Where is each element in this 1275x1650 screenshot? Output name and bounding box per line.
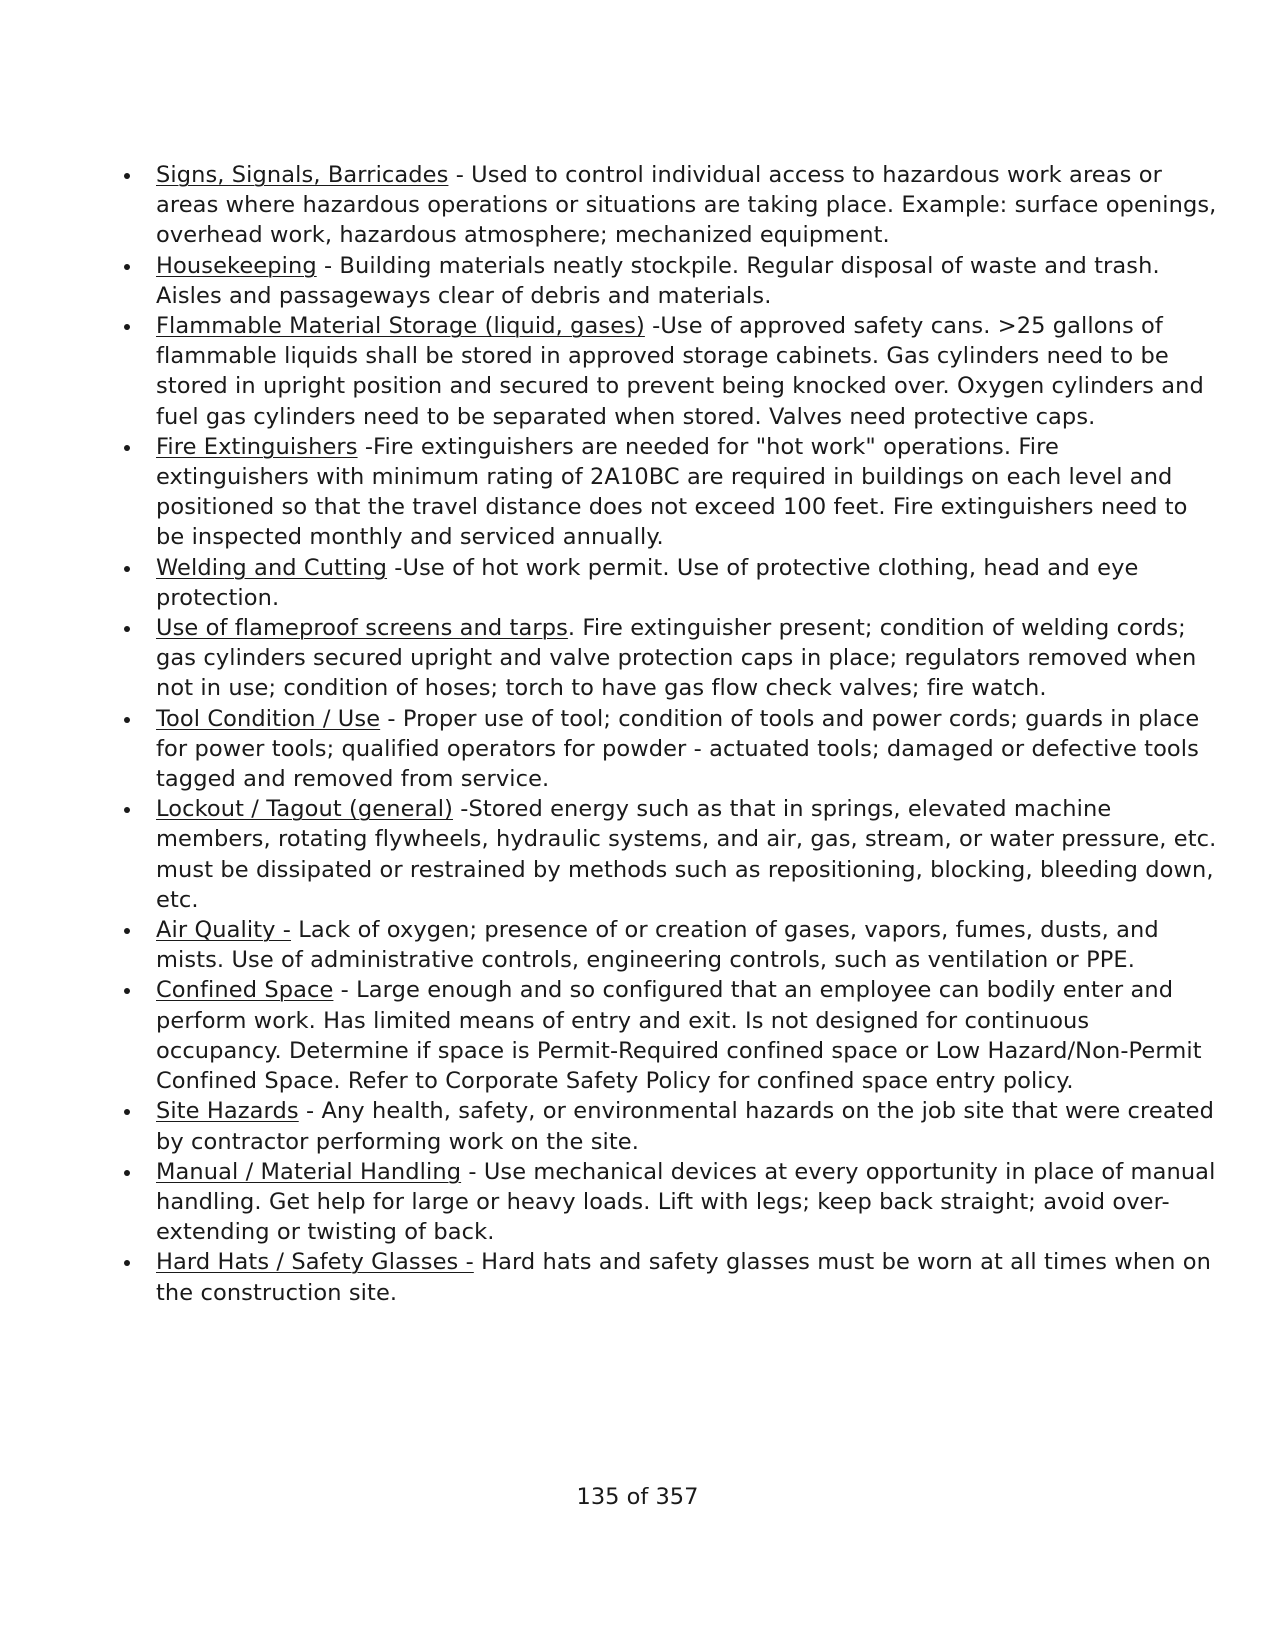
item-term: Tool Condition / Use (156, 705, 381, 732)
item-text: - Proper use of tool; condition of tools and power cords; guards in place for power tools; qualified operators for powder - actuated tools; damaged or defective tools tagged and removed from service. (156, 705, 1200, 793)
list-item (156, 311, 1218, 432)
list-item (156, 704, 1218, 795)
list-item (156, 1096, 1218, 1156)
item-term: Hard Hats / Safety Glasses - (156, 1249, 474, 1276)
list-item (156, 432, 1218, 553)
item-term: Housekeeping (156, 252, 317, 279)
list-item (156, 975, 1218, 1096)
item-term: Welding and Cutting (156, 554, 388, 581)
page-number: 135 of 357 (576, 1484, 699, 1510)
item-text: -Fire extinguishers are needed for "hot work" operations. Fire extinguishers with minimum rating of 2A10BC are required in buildings on each level and positioned so that the travel distance does not exceed 100 feet. Fire extinguishers need to be inspected monthly and serviced annually. (156, 433, 1188, 551)
item-term: Fire Extinguishers (156, 433, 358, 460)
item-text: - Use mechanical devices at every opportunity in place of manual handling. Get help for large or heavy loads. Lift with legs; keep back straight; avoid over-extending or twisting of back. (156, 1158, 1216, 1246)
item-text: - Building materials neatly stockpile. Regular disposal of waste and trash. Aisles and passageways clear of debris and materials. (156, 252, 1160, 309)
item-text: . Fire extinguisher present; condition of welding cords; gas cylinders secured upright and valve protection caps in place; regulators removed when not in use; condition of hoses; torch to have gas flow check valves; fire watch. (156, 615, 1197, 702)
item-text: - Large enough and so configured that an employee can bodily enter and perform work. Has limited means of entry and exit. Is not designed for continuous occupancy. Determine if space is Permit-Required confined space or Low Hazard/Non-Permit Confined Space. Refer to Corporate Safety Policy for confined space entry policy. (156, 977, 1202, 1095)
item-text: -Stored energy such as that in springs, elevated machine members, rotating flywheels, hydraulic systems, and air, gas, stream, or water pressure, etc. must be dissipated or restrained by methods such as repositioning, blocking, bleeding down, etc. (156, 796, 1217, 913)
item-term: Site Hazards (156, 1098, 299, 1125)
item-text: - Used to control individual access to hazardous work areas or areas where hazardous operations or situations are taking place. Example: surface openings, overhead work, hazardous atmosphere; mechanized equipment. (156, 162, 1217, 249)
list-item (156, 915, 1218, 975)
item-term: Confined Space (156, 977, 334, 1004)
list-item (156, 794, 1218, 915)
item-term: Signs, Signals, Barricades (156, 162, 449, 188)
list-item (156, 613, 1218, 704)
list-item (156, 1157, 1218, 1248)
item-term: Flammable Material Storage (liquid, gases) (156, 313, 645, 340)
list-item (156, 553, 1218, 613)
item-term: Air Quality - (156, 917, 292, 944)
list-item (156, 251, 1218, 311)
list-item (156, 160, 1218, 251)
safety-items-list (118, 160, 1218, 1308)
item-term: Lockout / Tagout (general) (156, 796, 454, 823)
list-item (156, 1247, 1218, 1307)
item-text: -Use of approved safety cans. >25 gallons of flammable liquids shall be stored in approved storage cabinets. Gas cylinders need to be stored in upright position and secured to prevent being knocked over. Oxygen cylinders and fuel gas cylinders need to be separated when stored. Valves need protective caps. (156, 313, 1204, 430)
item-text: Lack of oxygen; presence of or creation of gases, vapors, fumes, dusts, and mists. Use of administrative controls, engineering controls, such as ventilation or PPE. (156, 917, 1159, 974)
item-text: Hard hats and safety glasses must be worn at all times when on the construction site. (156, 1249, 1211, 1306)
item-text: - Any health, safety, or environmental hazards on the job site that were created by contractor performing work on the site. (156, 1098, 1214, 1155)
item-term: Manual / Material Handling (156, 1158, 462, 1185)
item-term: Use of flameproof screens and tarps (156, 615, 568, 642)
item-text: -Use of hot work permit. Use of protective clothing, head and eye protection. (156, 554, 1139, 611)
